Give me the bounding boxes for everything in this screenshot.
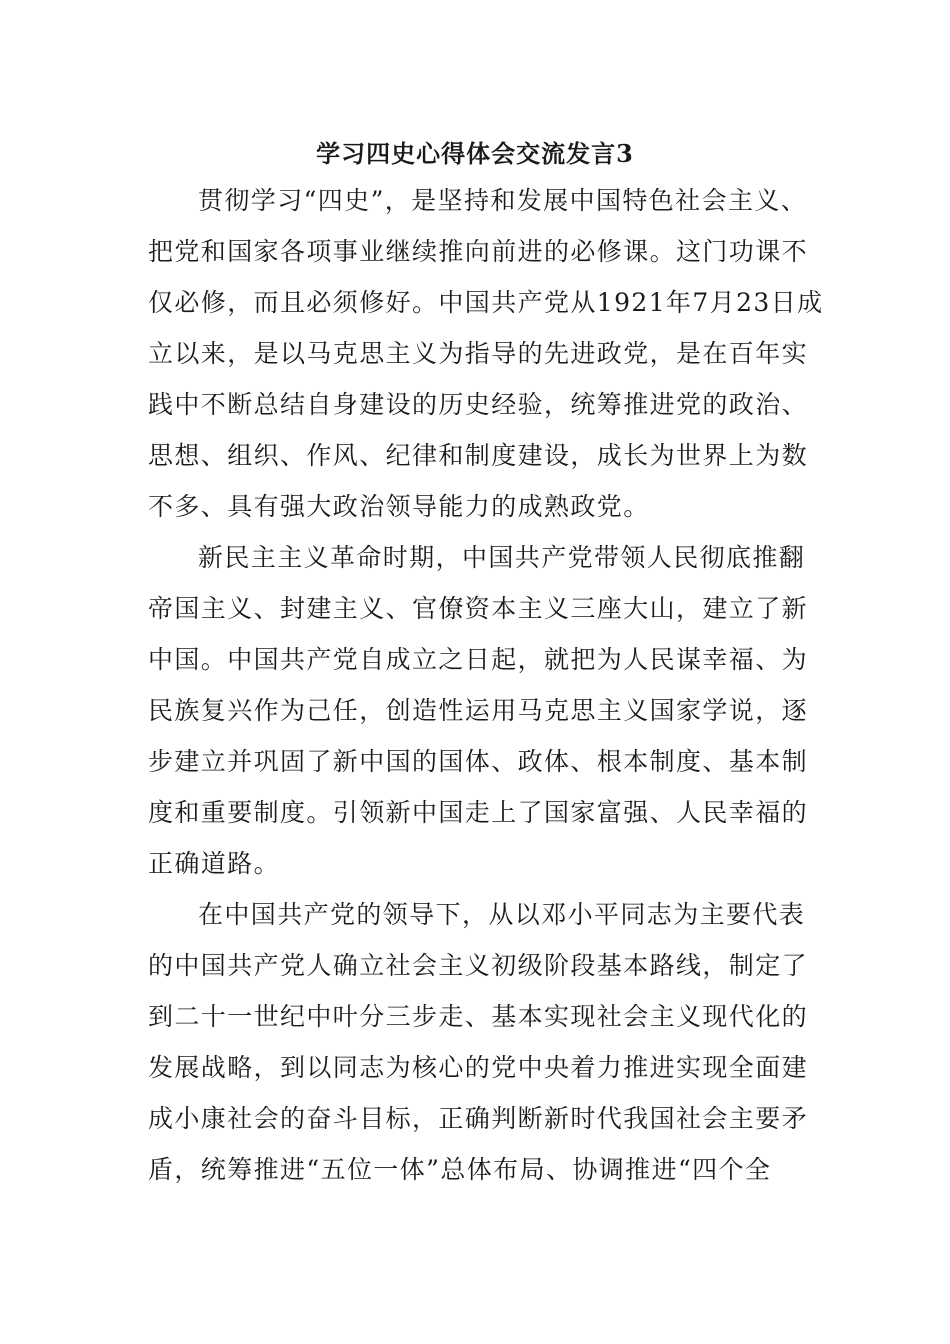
paragraph-3-line-3: 到二十一世纪中叶分三步走、基本实现社会主义现代化的 xyxy=(148,1002,809,1031)
paragraph-2-line-3: 中国。中国共产党自成立之日起，就把为人民谋幸福、为 xyxy=(148,645,809,674)
paragraph-2-line-1: 新民主主义革命时期，中国共产党带领人民彻底推翻 xyxy=(198,543,806,572)
paragraph-1-line-1: 贯彻学习“四史”，是坚持和发展中国特色社会主义、 xyxy=(198,186,808,215)
paragraph-3-line-1: 在中国共产党的领导下，从以邓小平同志为主要代表 xyxy=(198,900,806,929)
paragraph-2-line-6: 度和重要制度。引领新中国走上了国家富强、人民幸福的 xyxy=(148,798,809,827)
paragraph-1-line-7: 不多、具有强大政治领导能力的成熟政党。 xyxy=(148,492,650,521)
paragraph-2-line-5: 步建立并巩固了新中国的国体、政体、根本制度、基本制 xyxy=(148,747,809,776)
document-title: 学习四史心得体会交流发言3 xyxy=(316,139,634,168)
paragraph-2-line-7: 正确道路。 xyxy=(148,849,281,878)
paragraph-1-line-6: 思想、组织、作风、纪律和制度建设，成长为世界上为数 xyxy=(148,441,809,470)
paragraph-3-line-6: 盾，统筹推进“五位一体”总体布局、协调推进“四个全 xyxy=(148,1155,772,1184)
paragraph-2-line-2: 帝国主义、封建主义、官僚资本主义三座大山，建立了新 xyxy=(148,594,809,623)
paragraph-1-line-4: 立以来，是以马克思主义为指导的先进政党，是在百年实 xyxy=(148,339,809,368)
paragraph-3-line-4: 发展战略，到以同志为核心的党中央着力推进实现全面建 xyxy=(148,1053,809,1082)
paragraph-1-line-3: 仅必修，而且必须修好。中国共产党从1921年7月23日成 xyxy=(148,288,824,317)
paragraph-1-line-5: 践中不断总结自身建设的历史经验，统筹推进党的政治、 xyxy=(148,390,809,419)
paragraph-1-line-2: 把党和国家各项事业继续推向前进的必修课。这门功课不 xyxy=(148,237,809,266)
paragraph-3-line-2: 的中国共产党人确立社会主义初级阶段基本路线，制定了 xyxy=(148,951,809,980)
paragraph-2-line-4: 民族复兴作为己任，创造性运用马克思主义国家学说，逐 xyxy=(148,696,809,725)
paragraph-3-line-5: 成小康社会的奋斗目标，正确判断新时代我国社会主要矛 xyxy=(148,1104,809,1133)
